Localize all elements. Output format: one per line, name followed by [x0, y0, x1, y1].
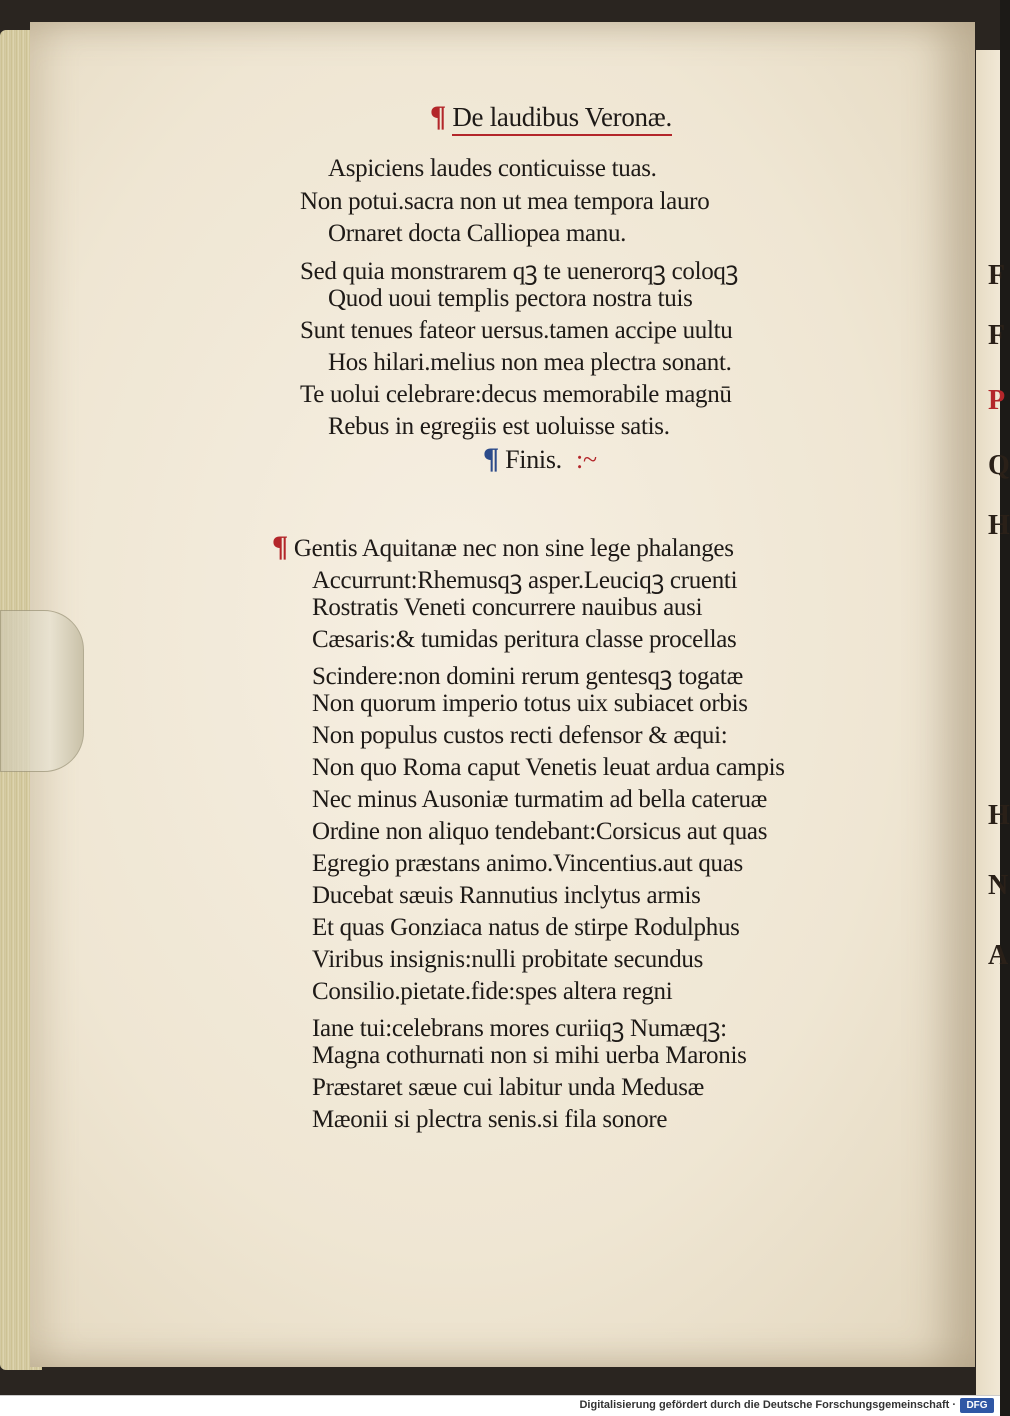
poem-line: Te uolui celebrare:decus memorabile magnū — [300, 381, 732, 408]
poem-line: Nec minus Ausoniæ turmatim ad bella cateruæ — [312, 786, 768, 813]
pilcrow-icon: ¶ — [272, 530, 288, 563]
finis-flourish: :~ — [576, 445, 597, 474]
poem-line: Consilio.pietate.fide:spes altera regni — [312, 978, 673, 1005]
poem-heading — [430, 100, 672, 134]
poem-line: Viribus insignis:nulli probitate secundus — [312, 946, 704, 973]
heading-title: De laudibus Veronæ. — [452, 102, 672, 136]
funding-credit: Digitalisierung gefördert durch die Deutsche Forschungsgemeinschaft · — [579, 1399, 956, 1411]
poem-line: Ducebat sæuis Rannutius inclytus armis — [312, 882, 701, 909]
pilcrow-icon: ¶ — [483, 442, 499, 475]
poem-line: Non populus custos recti defensor & æqui: — [312, 722, 728, 749]
poem-line: Aspiciens laudes conticuisse tuas. — [328, 155, 657, 182]
poem-line: Non potui.sacra non ut mea tempora lauro — [300, 188, 710, 215]
dfg-logo: DFG — [960, 1398, 994, 1413]
poem-line: Iane tui:celebrans mores curiiqꝫ Numæqꝫ: — [312, 1015, 727, 1042]
poem-line: Ornaret docta Calliopea manu. — [328, 220, 627, 247]
finis-label: Finis. — [505, 445, 562, 474]
poem-line: Accurrunt:Rhemusqꝫ asper.Leuciqꝫ cruenti — [312, 567, 738, 594]
poem-line: Ordine non aliquo tendebant:Corsicus aut quas — [312, 818, 768, 845]
poem-line — [272, 530, 734, 564]
poem-line: Cæsaris:& tumidas peritura classe procellas — [312, 626, 737, 653]
poem-line-text: Gentis Aquitanæ nec non sine lege phalanges — [293, 535, 734, 562]
verso-letter: Q — [988, 450, 1010, 481]
footer-bar — [0, 1395, 1000, 1416]
poem-line: Quod uoui templis pectora nostra tuis — [328, 285, 693, 312]
poem-line: Egregio præstans animo.Vincentius.aut quas — [312, 850, 743, 877]
verso-letter: F — [988, 260, 1006, 291]
adjacent-page-edge — [976, 50, 1010, 1395]
verso-letter: A — [988, 940, 1009, 971]
verso-letter: H — [988, 800, 1010, 831]
poem-line: Hos hilari.melius non mea plectra sonant. — [328, 349, 732, 376]
poem-line: Scindere:non domini rerum gentesqꝫ togatæ — [312, 663, 743, 690]
poem-line: Rostratis Veneti concurrere nauibus ausi — [312, 594, 703, 621]
pilcrow-icon: ¶ — [430, 100, 446, 133]
poem-line: Rebus in egregiis est uoluisse satis. — [328, 413, 670, 440]
poem-line: Non quo Roma caput Venetis leuat ardua campis — [312, 754, 785, 781]
finis-marker — [483, 442, 597, 476]
poem-line: Magna cothurnati non si mihi uerba Maronis — [312, 1042, 747, 1069]
poem-line: Præstaret sæue cui labitur unda Medusæ — [312, 1074, 705, 1101]
poem-line: Sunt tenues fateor uersus.tamen accipe uultu — [300, 317, 733, 344]
page-clip — [0, 610, 84, 772]
verso-letter: P — [988, 385, 1006, 416]
verso-letter: H — [988, 510, 1010, 541]
poem-line: Sed quia monstrarem qꝫ te uenerorqꝫ coloqꝫ — [300, 258, 739, 285]
verso-letter: N — [988, 870, 1009, 901]
poem-line: Et quas Gonziaca natus de stirpe Rodulphus — [312, 914, 740, 941]
poem-line: Mæonii si plectra senis.si fila sonore — [312, 1106, 668, 1133]
poem-line: Non quorum imperio totus uix subiacet orbis — [312, 690, 748, 717]
verso-letter: F — [988, 320, 1006, 351]
